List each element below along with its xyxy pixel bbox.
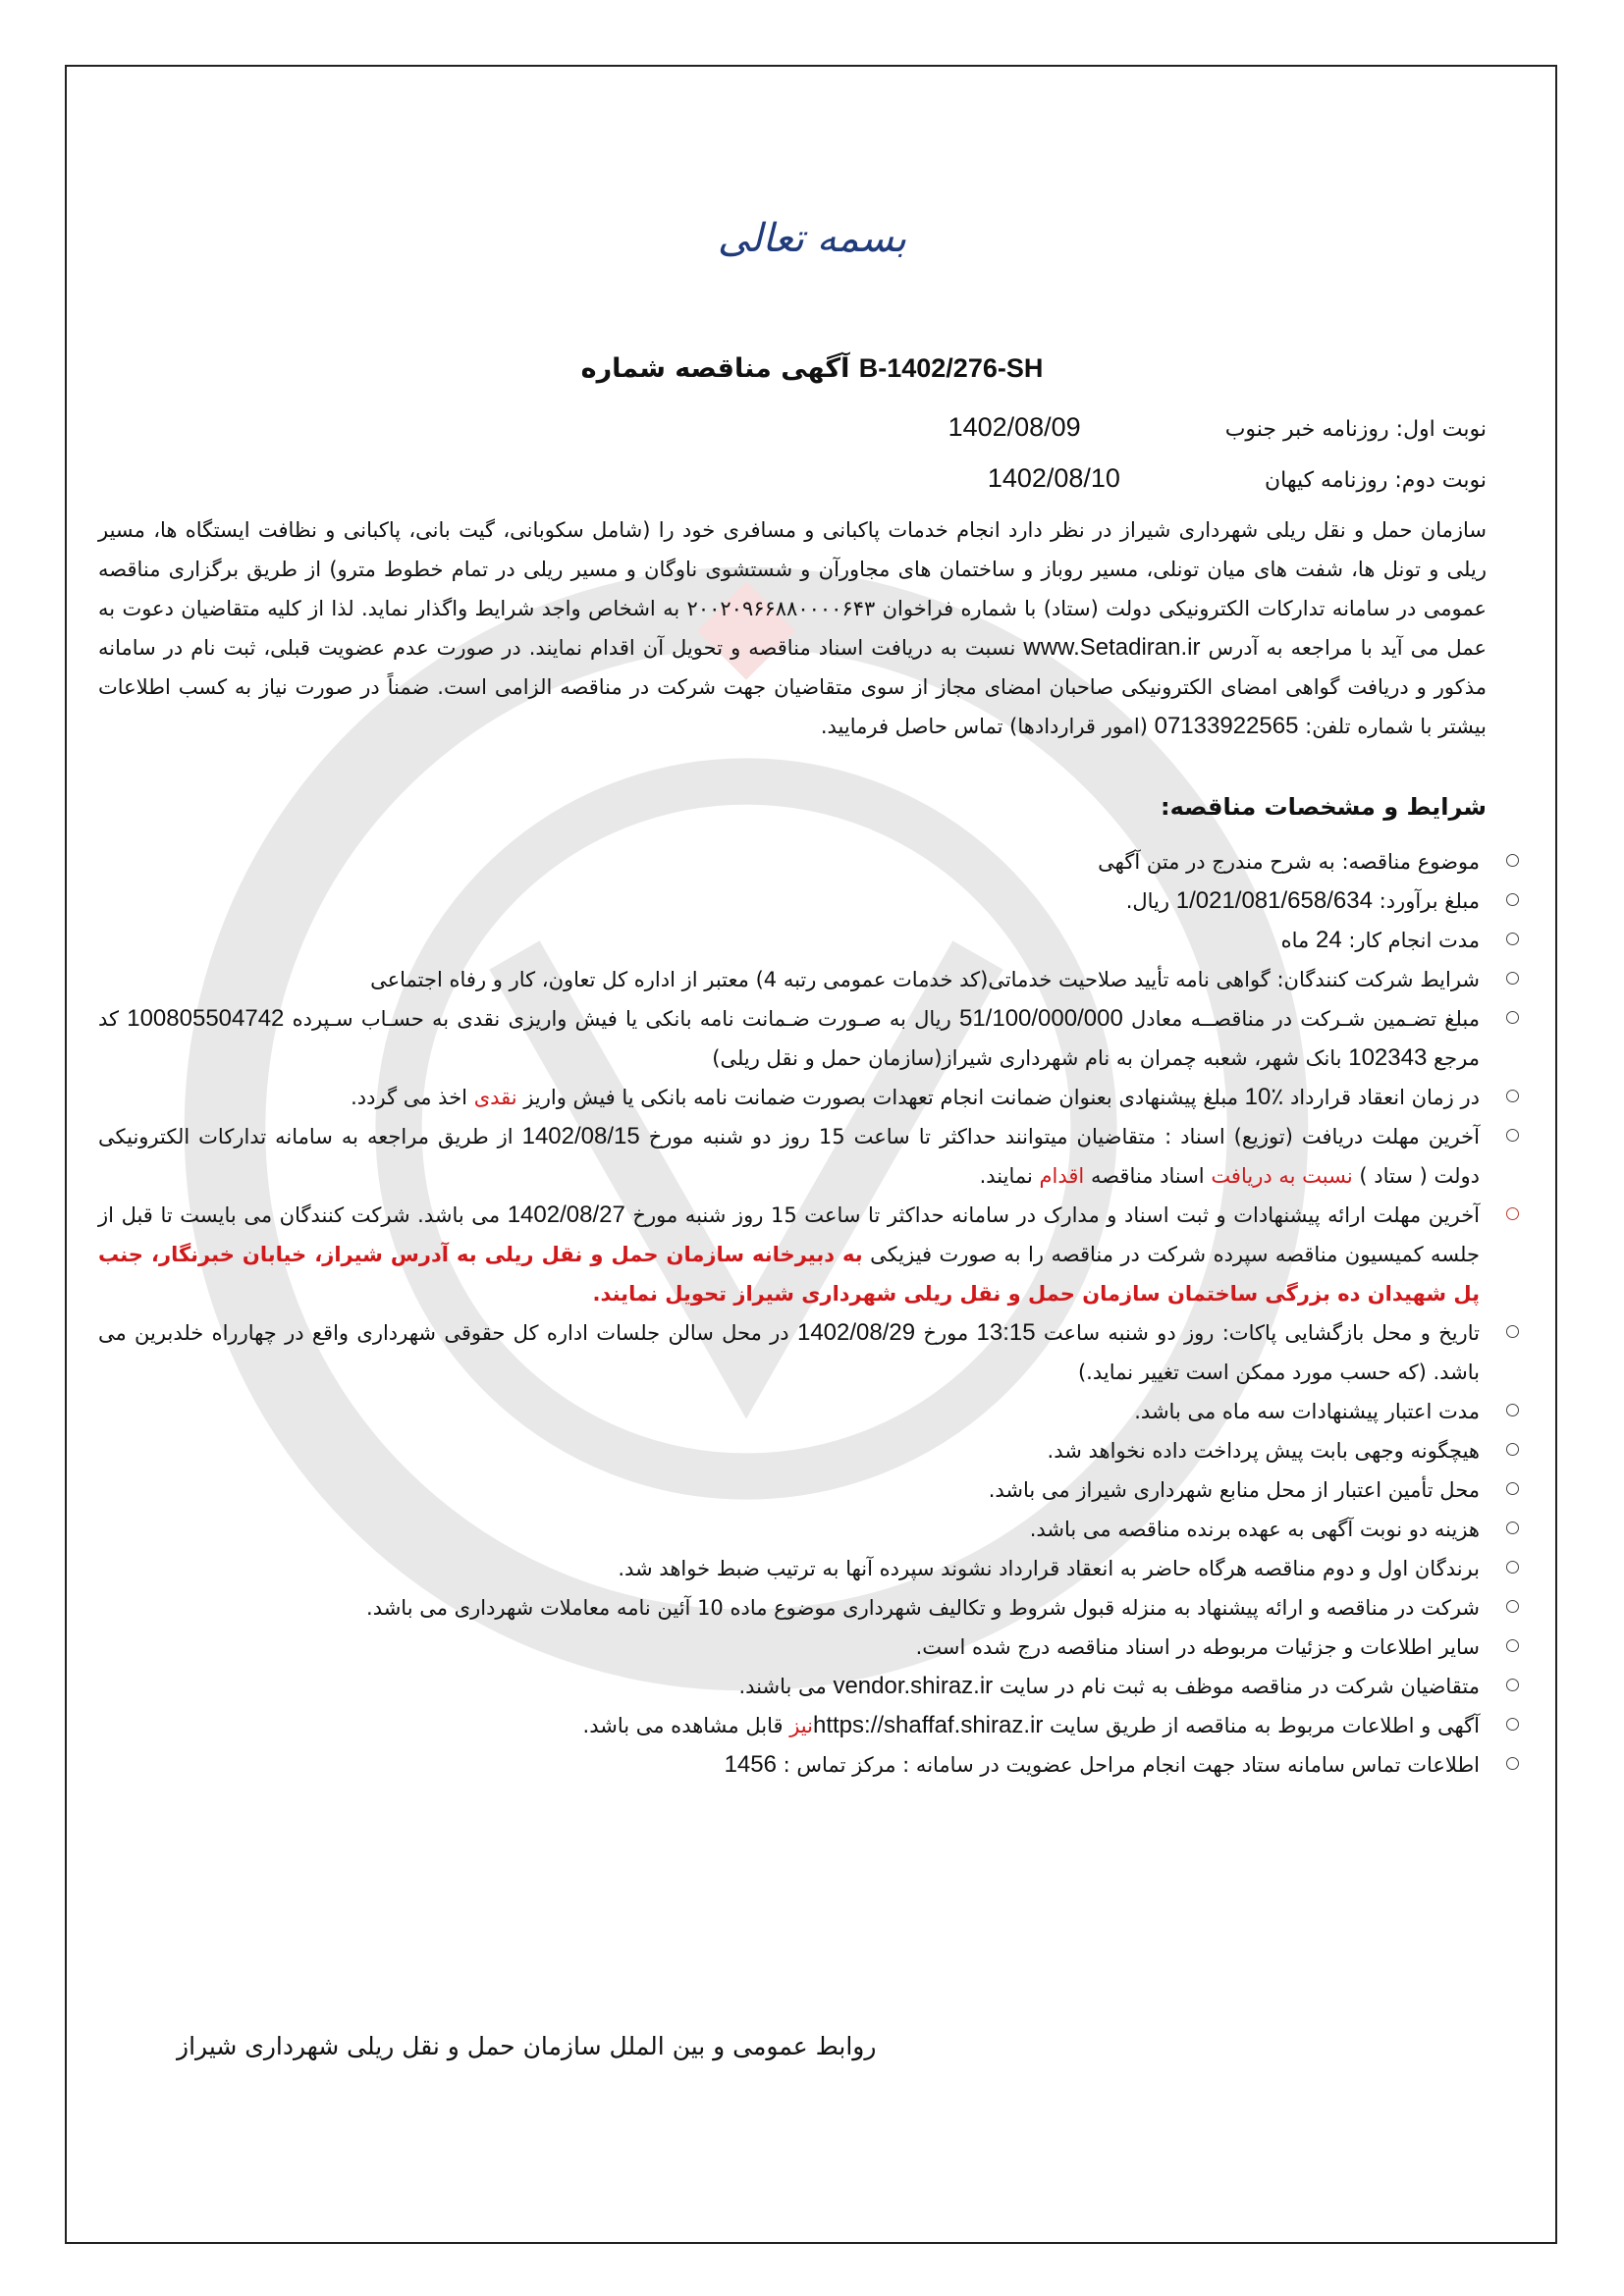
bullet-icon xyxy=(1506,1718,1519,1731)
bullet-icon xyxy=(1506,1443,1519,1456)
list-item-duration: مدت انجام کار: 24 ماه xyxy=(98,921,1521,960)
list-item-shaffaf: آگهی و اطلاعات مربوط به مناقصه از طریق سایت https://shaffaf.shiraz.irنیز قابل مشاهده می باشد. xyxy=(98,1706,1521,1745)
bullet-icon xyxy=(1506,1482,1519,1495)
list-item-estimate: مبلغ برآورد: 1/021/081/658/634 ریال. xyxy=(98,881,1521,921)
bullet-icon xyxy=(1506,854,1519,867)
bullet-icon xyxy=(1506,933,1519,945)
list-item-deadline-docs: آخرین مهلت دریافت (توزیع) اسناد : متقاضیان میتوانند حداکثر تا ساعت 15 روز دو شنبه مورخ 1402/08/15 از طریق مراجعه به سامانه تدارکات الکترونیکی دولت ( ستاد ) نسبت به دریافت اسناد مناقصه اقدام نمایند. xyxy=(98,1117,1521,1196)
conditions-list xyxy=(98,842,1521,1785)
basmala: بسمه تعالی xyxy=(717,216,907,261)
bullet-icon xyxy=(1506,1090,1519,1102)
shaffaf-link[interactable]: https://shaffaf.shiraz.ir xyxy=(813,1712,1044,1738)
list-item-guarantee: مبلغ تضـمین شـرکت در مناقصــه معادل 51/100/000/000 ریال به صـورت ضـمانت نامه بانکی یا فیش واریزی نقدی به حسـاب سـپرده 100805504742 کد مرجع 102343 بانک شهر، شعبه چمران به نام شهرداری شیراز(سازمان حمل و نقل ریلی) xyxy=(98,999,1521,1078)
list-item-forfeit: برندگان اول و دوم مناقصه هرگاه حاضر به انعقاد قرارداد نشوند سپرده آنها به ترتیب ضبط خواهد شد. xyxy=(98,1549,1521,1588)
vendor-link[interactable]: vendor.shiraz.ir xyxy=(833,1673,994,1699)
intro-paragraph: سازمان حمل و نقل ریلی شهرداری شیراز در نظر دارد انجام خدمات پاکبانی و مسافری خود را (شامل سکوبانی، گیت بانی، پاکبانی و نظافت ایستگاه ها، مسیر ریلی و تونل ها، شفت های میان تونلی، مسیر روباز و ساختمان های مجاورآن و شستشوی ناوگان و مسیر ریلی در تمام خطوط مترو) از طریق برگزاری مناقصه عمومی در سامانه تدارکات الکترونیکی دولت (ستاد) با شماره فراخوان ۲۰۰۲۰۹۶۶۸۸۰۰۰۰۶۴۳ به اشخاص واجد شرایط واگذار نماید. لذا از کلیه متقاضیان دعوت به عمل می آید با مراجعه به آدرس www.Setadiran.ir نسبت به دریافت اسناد مناقصه و تحویل آن اقدام نمایند. در صورت عدم عضویت قبلی، ثبت نام در سامانه مذکور و دریافت گواهی امضای الکترونیکی صاحبان امضای مجاز از سوی متقاضیان جهت شرکت در مناقصه الزامی است. ضمناً در صورت نیاز به کسب اطلاعات بیشتر با شماره تلفن: 07133922565 (امور قراردادها) تماس حاصل فرمایید. xyxy=(98,518,1487,739)
publication-round-1: نوبت اول: روزنامه خبر جنوب 1402/08/09 xyxy=(947,412,1487,442)
bullet-icon xyxy=(1506,1679,1519,1691)
bullet-icon xyxy=(1506,1561,1519,1574)
bullet-icon xyxy=(1506,1404,1519,1416)
list-item-ad-cost: هزینه دو نوبت آگهی به عهده برنده مناقصه می باشد. xyxy=(98,1510,1521,1549)
list-item-subject: موضوع مناقصه: به شرح مندرج در متن آگهی xyxy=(98,842,1521,881)
phone-number: 07133922565 xyxy=(1154,713,1299,739)
list-item-opening: تاریخ و محل بازگشایی پاکات: روز دو شنبه ساعت 13:15 مورخ 1402/08/29 در محل سالن جلسات اداره کل حقوقی شهرداری واقع در چهارراه خلدبرین می باشد. (که حسب مورد ممکن است تغییر نماید.) xyxy=(98,1313,1521,1392)
bullet-icon xyxy=(1506,1639,1519,1652)
footer-signature: روابط عمومی و بین الملل سازمان حمل و نقل ریلی شهرداری شیراز xyxy=(177,2032,877,2060)
list-item-setad-contact: اطلاعات تماس سامانه ستاد جهت انجام مراحل عضویت در سامانه : مرکز تماس : 1456 xyxy=(98,1745,1521,1785)
bullet-icon xyxy=(1506,1325,1519,1338)
list-item-acceptance: شرکت در مناقصه و ارائه پیشنهاد به منزله قبول شروط و تکالیف شهرداری موضوع ماده 10 آئین نامه معاملات شهرداری می باشد. xyxy=(98,1588,1521,1628)
conditions-heading: شرایط و مشخصات مناقصه: xyxy=(1161,793,1487,821)
list-item-prepayment: هیچگونه وجهی بابت پیش پرداخت داده نخواهد شد. xyxy=(98,1431,1521,1470)
list-item-vendor: متقاضیان شرکت در مناقصه موظف به ثبت نام در سایت vendor.shiraz.ir می باشند. xyxy=(98,1667,1521,1706)
bullet-icon xyxy=(1506,1207,1519,1220)
bullet-icon xyxy=(1506,1522,1519,1534)
bullet-icon xyxy=(1506,893,1519,906)
publication-round-2: نوبت دوم: روزنامه کیهان 1402/08/10 xyxy=(987,463,1487,493)
tender-code: B-1402/276-SH xyxy=(858,353,1044,383)
bullet-icon xyxy=(1506,972,1519,985)
bullet-icon xyxy=(1506,1011,1519,1024)
list-item-contract: در زمان انعقاد قرارداد 10٪ مبلغ پیشنهادی بعنوان ضمانت انجام تعهدات بصورت ضمانت نامه بانکی یا فیش واریز نقدی اخذ می گردد. xyxy=(98,1078,1521,1117)
bullet-icon xyxy=(1506,1600,1519,1613)
bullet-icon xyxy=(1506,1757,1519,1770)
list-item-deadline-bid: آخرین مهلت ارائه پیشنهادات و ثبت اسناد و مدارک در سامانه حداکثر تا ساعت 15 روز شنبه مورخ 1402/08/27 می باشد. شرکت کنندگان می بایست تا قبل از جلسه کمیسیون مناقصه سپرده شرکت در مناقصه را به صورت فیزیکی به دبیرخانه سازمان حمل و نقل ریلی به آدرس شیراز، خیابان خبرنگار، جنب پل شهیدان ده بزرگی ساختمان سازمان حمل و نقل ریلی شهرداری شیراز تحویل نمایند. xyxy=(98,1196,1521,1313)
bullet-icon xyxy=(1506,1129,1519,1142)
tender-title: آگهی مناقصه شماره B-1402/276-SH xyxy=(580,353,1044,384)
list-item-validity: مدت اعتبار پیشنهادات سه ماه می باشد. xyxy=(98,1392,1521,1431)
list-item-eligibility: شرایط شرکت کنندگان: گواهی نامه تأیید صلاحیت خدماتی(کد خدمات عمومی رتبه 4) معتبر از اداره کل تعاون، کار و رفاه اجتماعی xyxy=(98,960,1521,999)
list-item-other-info: سایر اطلاعات و جزئیات مربوطه در اسناد مناقصه درج شده است. xyxy=(98,1628,1521,1667)
setadiran-link[interactable]: www.Setadiran.ir xyxy=(1023,634,1201,661)
list-item-funding: محل تأمین اعتبار از محل منابع شهرداری شیراز می باشد. xyxy=(98,1470,1521,1510)
